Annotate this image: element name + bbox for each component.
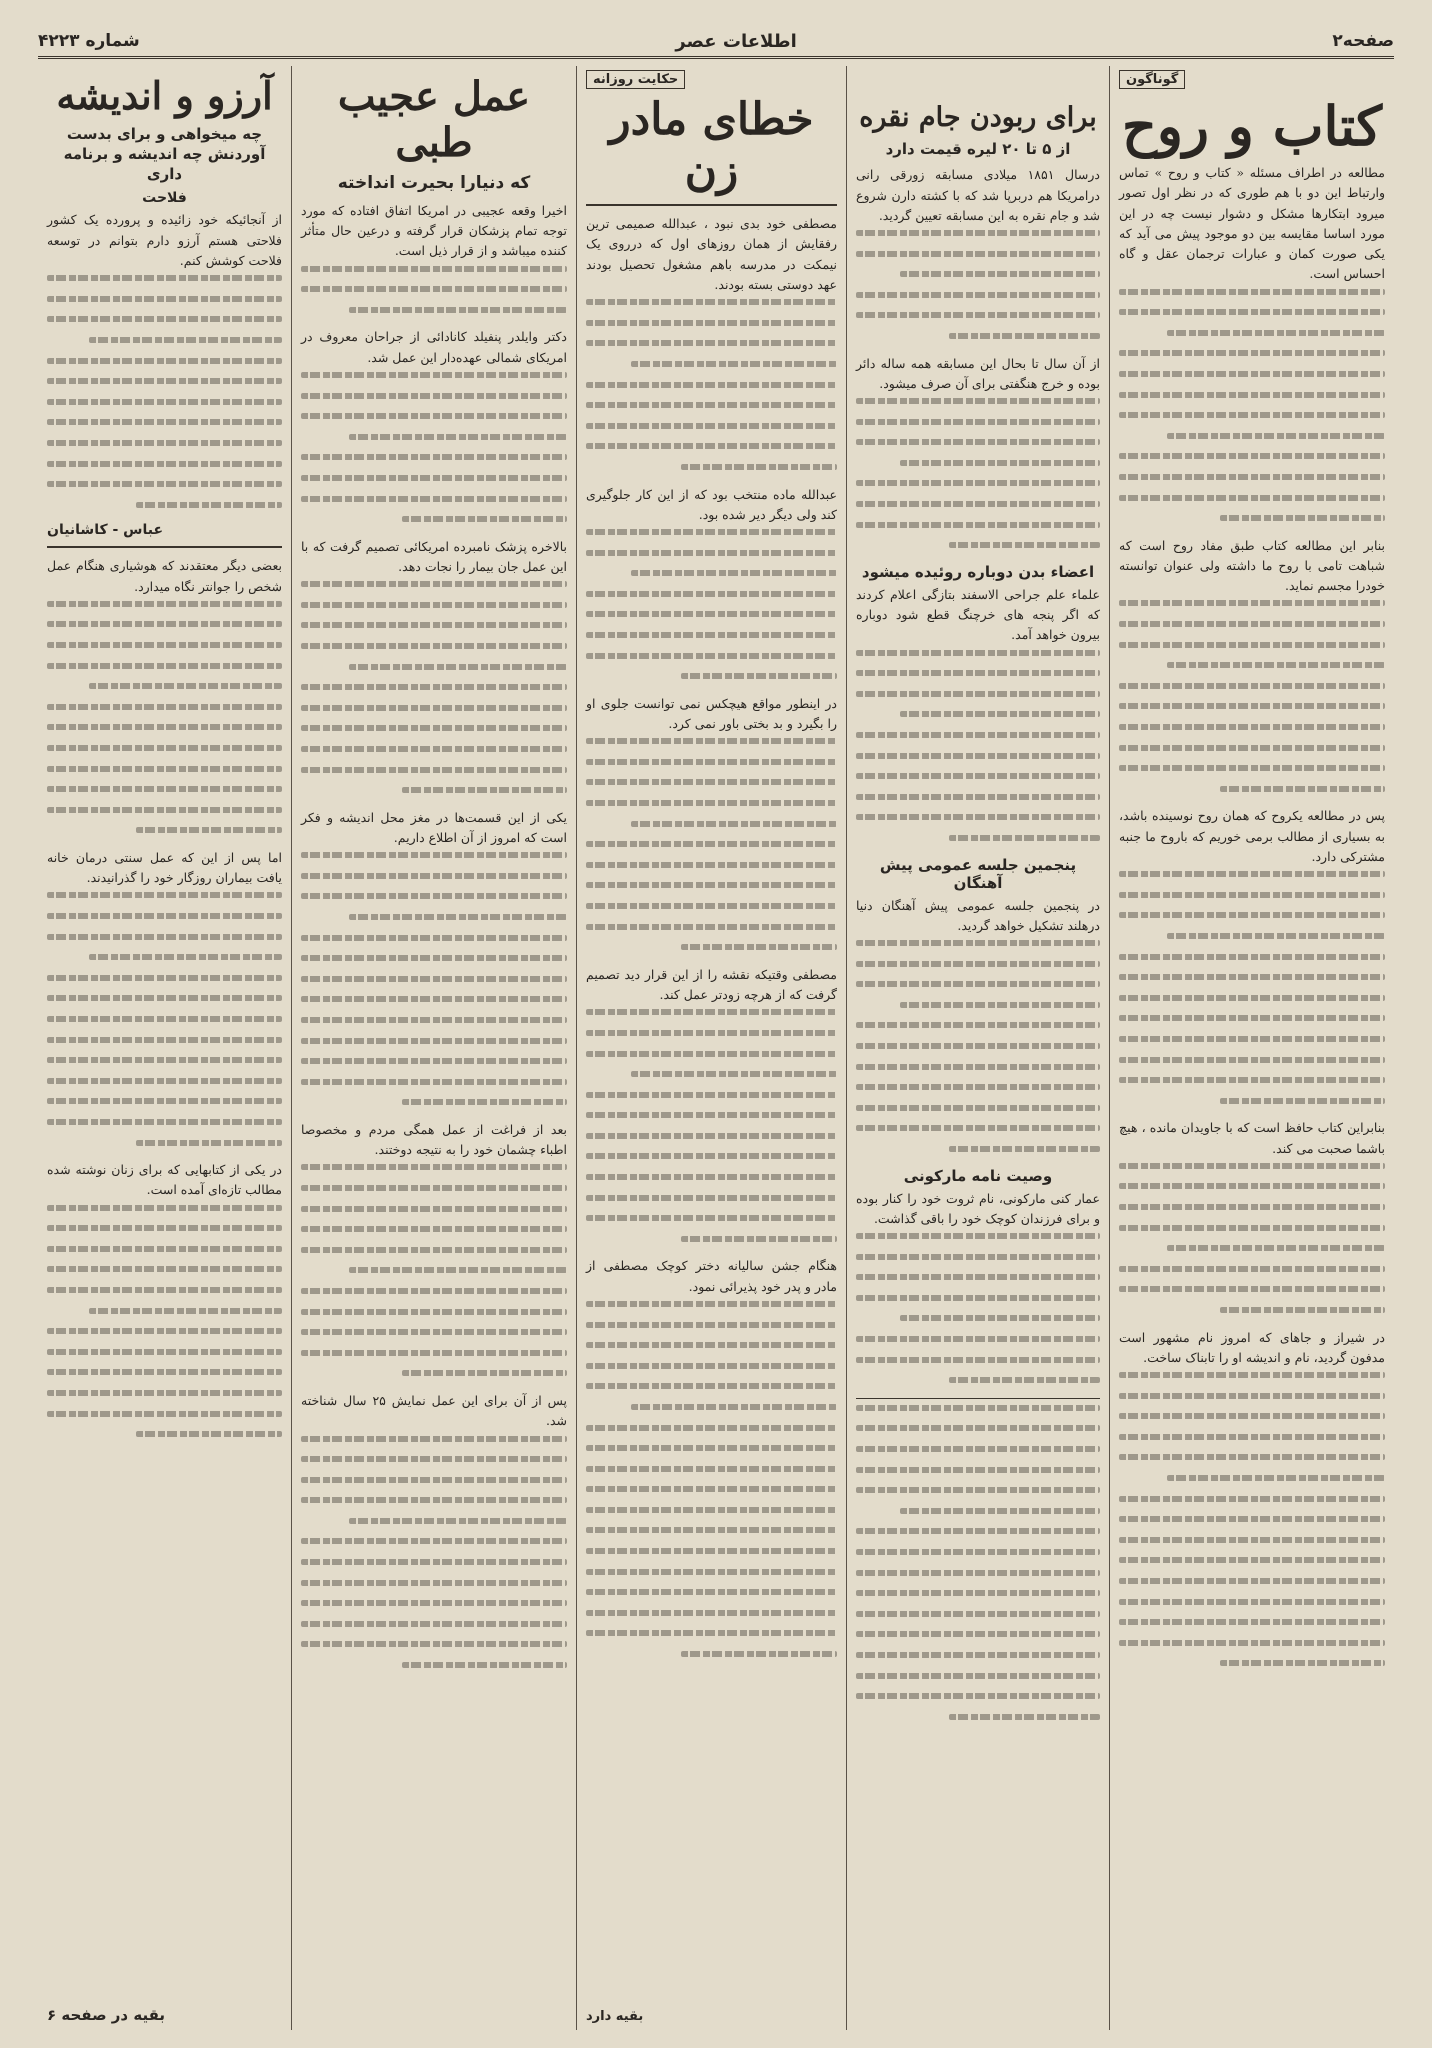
body-text-block bbox=[1119, 871, 1385, 1104]
article-paragraph: علماء علم جراحی الاسفند بتازگی اعلام کردند که اگر پنجه های خرچنگ قطع شود دوباره بیرون خواهد آمد. bbox=[856, 586, 1100, 643]
body-text-block bbox=[47, 1205, 282, 1438]
body-text-block bbox=[1119, 1372, 1385, 1666]
article-headline: آرزو و اندیشه bbox=[56, 73, 273, 118]
column-medical-story bbox=[291, 66, 576, 2030]
article-paragraph: پس از آن برای این عمل نمایش ۲۵ سال شناخته شد. bbox=[301, 1393, 567, 1429]
article-paragraph: یکی از این قسمت‌ها در مغز محل اندیشه و فکر است که امروز از آن اطلاع داریم. bbox=[301, 809, 567, 845]
section-kicker: گوناگون bbox=[1119, 70, 1185, 89]
body-text-block bbox=[856, 1233, 1100, 1383]
article-paragraph: دکتر وایلدر پنفیلد کانادائی از جراحان معروف در امریکای شمالی عهده‌دار این عمل شد. bbox=[301, 329, 567, 365]
continued-note: بقیه در صفحه ۶ bbox=[47, 2006, 166, 2024]
article-paragraph: در شیراز و جاهای که امروز نام مشهور است مدفون گردید، نام و اندیشه او را تابناک ساخت. bbox=[1119, 1329, 1385, 1365]
article-paragraph: مصطفی خود بدی نبود ، عبدالله صمیمی ترین رفقایش از همان روزهای اول که درروی یک نیمکت در مدرسه باهم مشغول تحصیل بودند عهد دوستی بسته بودند. bbox=[586, 216, 837, 292]
body-text-block bbox=[301, 1164, 567, 1376]
body-text-block bbox=[856, 1405, 1100, 1720]
article-paragraph: درسال ۱۸۵۱ میلادی مسابقه زورقی رانی درامریکا هم دربرپا شد که با کشته دارن شروع شد و جام نقره به این مسابقه تعیین گردید. bbox=[856, 167, 1100, 223]
body-text-block bbox=[301, 1436, 567, 1669]
body-text-block bbox=[47, 275, 282, 508]
columns bbox=[38, 66, 1394, 2030]
body-text-block bbox=[301, 852, 567, 1105]
body-text-block bbox=[586, 738, 837, 950]
page-number: صفحه۲ bbox=[1332, 31, 1394, 51]
article-paragraph: اخیرا وقعه عجیبی در امریکا اتفاق افتاده که مورد توجه تمام پزشکان قرار گرفته و درعین حال متأثر کننده میباشد و از قرار ذیل است. bbox=[301, 202, 567, 259]
article-paragraph: هنگام جشن سالیانه دختر کوچک مصطفی از مادر و پدر خود پذیرائی نمود. bbox=[586, 1258, 837, 1294]
body-text-block bbox=[586, 1301, 837, 1657]
body-text-block bbox=[301, 266, 567, 313]
body-text-block bbox=[586, 299, 837, 470]
continued-note: بقیه دارد bbox=[586, 2009, 644, 2024]
article-headline: برای ربودن جام نقره bbox=[859, 102, 1097, 133]
divider-line bbox=[47, 546, 282, 548]
article-subhead: که دنیارا بحیرت انداخته bbox=[337, 173, 531, 193]
body-text-block bbox=[301, 372, 567, 522]
divider-line bbox=[586, 204, 837, 206]
section-kicker: حکایت روزانه bbox=[586, 70, 685, 89]
body-text-block bbox=[47, 601, 282, 834]
article-paragraph: بالاخره پزشک نامبرده امریکائی تصمیم گرفت که با این عمل جان بیمار را نجات دهد. bbox=[301, 538, 567, 574]
body-text-block bbox=[1119, 1163, 1385, 1313]
article-paragraph: مصطفی وقتیکه نقشه را از این قرار دید تصمیم گرفت که از هرچه زودتر عمل کند. bbox=[586, 966, 837, 1003]
section-heading: پنجمین جلسه عمومی پیش آهنگان bbox=[879, 855, 1077, 892]
article-headline: عمل عجیب طبی bbox=[337, 73, 531, 166]
article-paragraph: بعضی دیگر معتقدند که هوشیاری هنگام عمل شخص را جوانتر نگاه میدارد. bbox=[47, 558, 282, 594]
column-wishes-and-thoughts bbox=[38, 66, 291, 2030]
article-paragraph: از آنجائیکه خود زائیده و پرورده یک کشور فلاحتی هستم آرزو دارم بتوانم در توسعه فلاحت کوشش کنم. bbox=[47, 212, 282, 268]
body-text-block bbox=[1119, 289, 1385, 522]
article-paragraph: بنابر این مطالعه کتاب طبق مفاد روح است که شباهت تامی با روح ما داشته ولی عنوان توانسته خودرا مجسم نماید. bbox=[1119, 537, 1385, 594]
divider-line bbox=[856, 1398, 1100, 1399]
article-paragraph: مطالعه در اطراف مسئله « کتاب و روح » تماس وارتباط این دو با هم طوری که در نظر اول تصور میرود ابتکارها مشکل و دشوار نیست چه در این مورد اساسا مقایسه بین دو موجود پیش می آید که یکی صورت کمان و عبارات ترجمان عقل و گاه احساس است. bbox=[1119, 165, 1385, 282]
article-headline: کتاب و روح bbox=[1122, 94, 1382, 158]
issue-number: شماره ۴۲۲۳ bbox=[38, 31, 140, 51]
article-subtitle: فلاحت bbox=[142, 190, 187, 207]
article-paragraph: بعد از فراغت از عمل همگی مردم و مخصوصا اطباء چشمان خود را به نتیجه دوختند. bbox=[301, 1121, 567, 1158]
article-subhead: از ۵ تا ۲۰ لیره قیمت دارد bbox=[885, 140, 1071, 159]
article-paragraph: اما پس از این که عمل سنتی درمان خانه یافت بیماران روزگار خود را گذرانیدند. bbox=[47, 849, 282, 886]
body-text-block bbox=[586, 1009, 837, 1242]
body-text-block bbox=[586, 529, 837, 679]
body-text-block bbox=[301, 581, 567, 793]
article-subhead: چه میخواهی و برای بدست آوردنش چه اندیشه و برنامه داری bbox=[63, 124, 266, 184]
author-byline: عباس - کاشانیان bbox=[47, 522, 164, 539]
body-text-block bbox=[856, 650, 1100, 841]
article-paragraph: در یکی از کتابهایی که برای زنان نوشته شده مطالب تازه‌ای آمده است. bbox=[47, 1162, 282, 1198]
masthead bbox=[38, 26, 1394, 59]
column-news-briefs bbox=[846, 66, 1109, 2030]
section-heading: وصیت نامه مارکونی bbox=[903, 1166, 1053, 1185]
body-text-block bbox=[856, 398, 1100, 548]
body-text-block bbox=[856, 940, 1100, 1152]
paper-name: اطلاعات عصر bbox=[675, 30, 797, 52]
body-text-block bbox=[856, 230, 1100, 339]
article-paragraph: در اینطور مواقع هیچکس نمی توانست جلوی او را بگیرد و بد بختی باور نمی کرد. bbox=[586, 695, 837, 732]
article-paragraph: از آن سال تا بحال این مسابقه همه ساله دائر بوده و خرج هنگفتی برای آن صرف میشود. bbox=[856, 355, 1100, 391]
article-paragraph: پس در مطالعه یکروح که همان روح نوسینده باشد، به بسیاری از مطالب برمی خوریم که باروح ما جنبه مشترکی دارد. bbox=[1119, 808, 1385, 864]
article-paragraph: عبدالله ماده منتخب بود که از این کار جلوگیری کند ولی دیگر دیر شده بود. bbox=[586, 486, 837, 522]
article-headline: خطای مادر زن bbox=[609, 94, 814, 196]
column-book-and-soul bbox=[1109, 66, 1394, 2030]
article-paragraph: بنابراین کتاب حافظ است که با جاویدان مانده ، هیچ باشما صحبت می کند. bbox=[1119, 1120, 1385, 1156]
article-paragraph: عمار کنی مارکونی، نام ثروت خود را کنار بوده و برای فرزندان کوچک خود را باقی گذاشت. bbox=[856, 1190, 1100, 1226]
column-daily-story bbox=[576, 66, 846, 2030]
section-heading: اعضاء بدن دوباره روئیده میشود bbox=[861, 562, 1095, 581]
article-paragraph: در پنجمین جلسه عمومی پیش آهنگان دنیا درهلند تشکیل خواهد گردید. bbox=[856, 897, 1100, 933]
body-text-block bbox=[1119, 600, 1385, 791]
body-text-block bbox=[47, 892, 282, 1145]
